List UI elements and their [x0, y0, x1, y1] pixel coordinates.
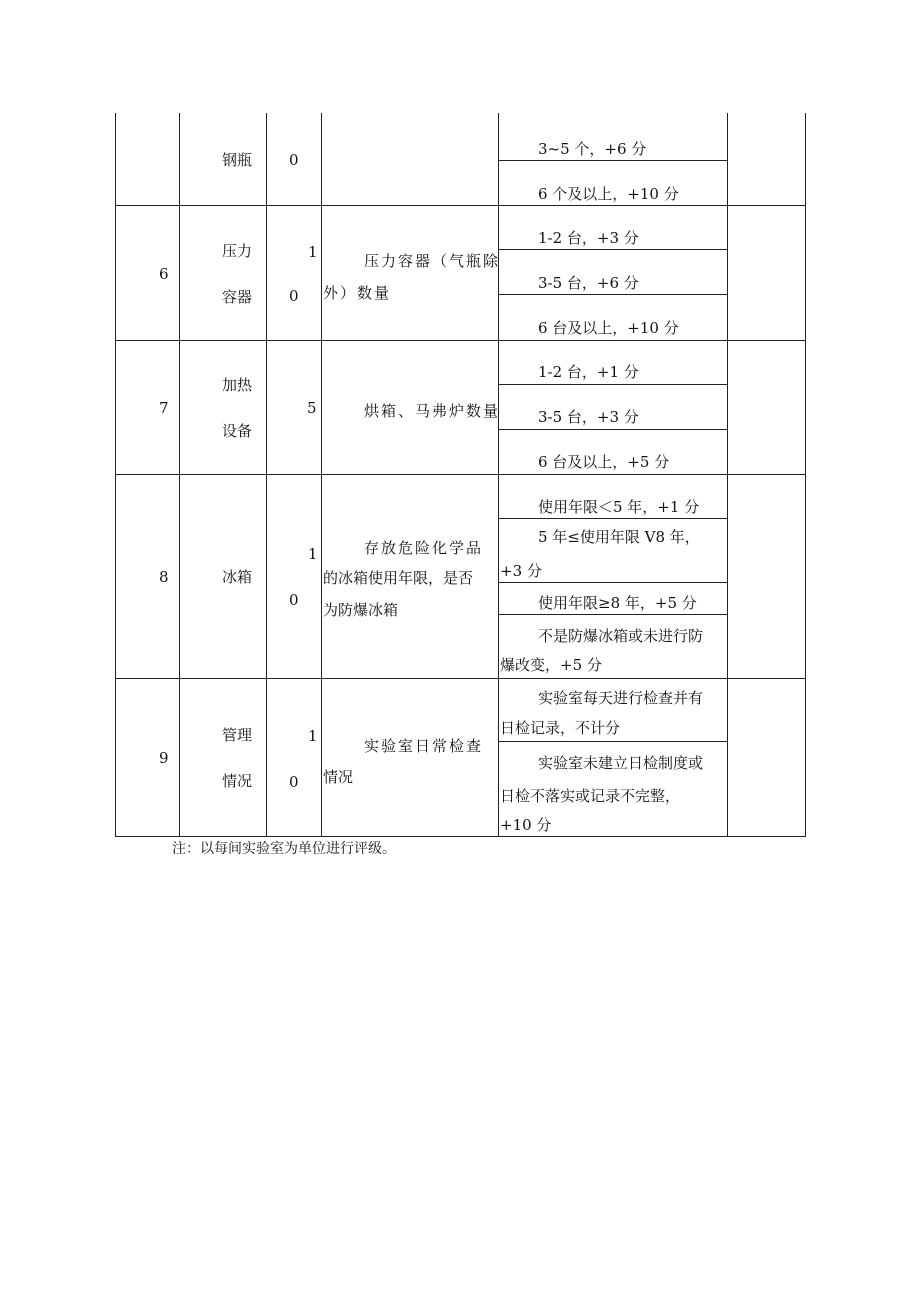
desc-text: 情况 — [323, 768, 354, 786]
desc-text: 实验室日常检查 — [364, 737, 484, 755]
item-name: 冰箱 — [222, 568, 253, 586]
criteria-text: 6 台及以上，+10 分 — [538, 319, 679, 337]
criteria-text: 不是防爆冰箱或未进行防 — [538, 627, 704, 645]
criteria-text: +10 分 — [500, 816, 552, 834]
criteria-separator — [498, 160, 728, 161]
row-separator — [115, 474, 806, 475]
col-divider-no — [179, 113, 180, 837]
col-divider-desc — [498, 113, 499, 837]
row-separator — [115, 340, 806, 341]
criteria-text: 1-2 台，+3 分 — [538, 229, 639, 247]
criteria-text: 3-5 台，+6 分 — [538, 274, 639, 292]
desc-text: 的冰箱使用年限，是否 — [323, 569, 474, 587]
criteria-separator — [498, 741, 728, 742]
score-value: 1 — [308, 545, 318, 563]
table-border-right — [805, 113, 806, 837]
criteria-separator — [498, 429, 728, 430]
table-border-bottom — [115, 836, 806, 837]
item-name: 钢瓶 — [222, 151, 253, 169]
col-divider-score — [321, 113, 322, 837]
desc-text: 存放危险化学品 — [364, 539, 484, 557]
criteria-text: 使用年限≥8 年，+5 分 — [538, 594, 697, 612]
item-name: 情况 — [222, 772, 253, 790]
criteria-text: 日检记录，不计分 — [500, 719, 621, 737]
criteria-text: 3-5 台，+3 分 — [538, 408, 639, 426]
criteria-text: 实验室未建立日检制度或 — [538, 754, 704, 772]
criteria-text: 6 台及以上，+5 分 — [538, 453, 670, 471]
item-name: 设备 — [222, 422, 253, 440]
row-number: 8 — [159, 568, 169, 586]
score-value: 1 — [308, 727, 318, 745]
col-divider-criteria — [727, 113, 728, 837]
criteria-text: +3 分 — [500, 562, 542, 580]
item-name: 压力 — [222, 242, 253, 260]
row-number: 6 — [159, 265, 169, 283]
item-name: 加热 — [222, 376, 253, 394]
desc-text: 烘箱、马弗炉数量 — [364, 402, 501, 420]
criteria-separator — [498, 294, 728, 295]
score-value: 1 — [308, 243, 318, 261]
desc-text: 为防爆冰箱 — [323, 601, 399, 619]
criteria-separator — [498, 249, 728, 250]
score-value: 0 — [289, 591, 299, 609]
criteria-text: 日检不落实或记录不完整， — [500, 787, 681, 805]
col-divider-item — [266, 113, 267, 837]
row-separator — [115, 678, 806, 679]
desc-text: 压力容器（气瓶除 — [364, 252, 501, 270]
criteria-text: 1-2 台，+1 分 — [538, 363, 639, 381]
criteria-separator — [498, 582, 728, 583]
score-value: 0 — [289, 287, 299, 305]
item-name: 容器 — [222, 288, 253, 306]
table-note: 注：以每间实验室为单位进行评级。 — [172, 841, 396, 857]
table-border-left — [115, 113, 116, 837]
criteria-text: 6 个及以上，+10 分 — [538, 185, 679, 203]
criteria-separator — [498, 614, 728, 615]
item-name: 管理 — [222, 726, 253, 744]
criteria-text: 3~5 个，+6 分 — [538, 140, 647, 158]
desc-text: 外）数量 — [323, 284, 392, 302]
row-number: 7 — [159, 399, 169, 417]
score-value: 0 — [289, 151, 299, 169]
row-separator — [115, 205, 806, 206]
criteria-text: 使用年限＜5 年，+1 分 — [538, 498, 700, 516]
criteria-separator — [498, 518, 728, 519]
criteria-text: 爆改变，+5 分 — [500, 656, 602, 674]
row-number: 9 — [159, 749, 169, 767]
criteria-separator — [498, 384, 728, 385]
score-value: 0 — [289, 773, 299, 791]
score-value: 5 — [307, 399, 317, 417]
criteria-text: 实验室每天进行检查并有 — [538, 689, 704, 707]
criteria-text: 5 年≤使用年限 V8 年， — [538, 528, 700, 546]
